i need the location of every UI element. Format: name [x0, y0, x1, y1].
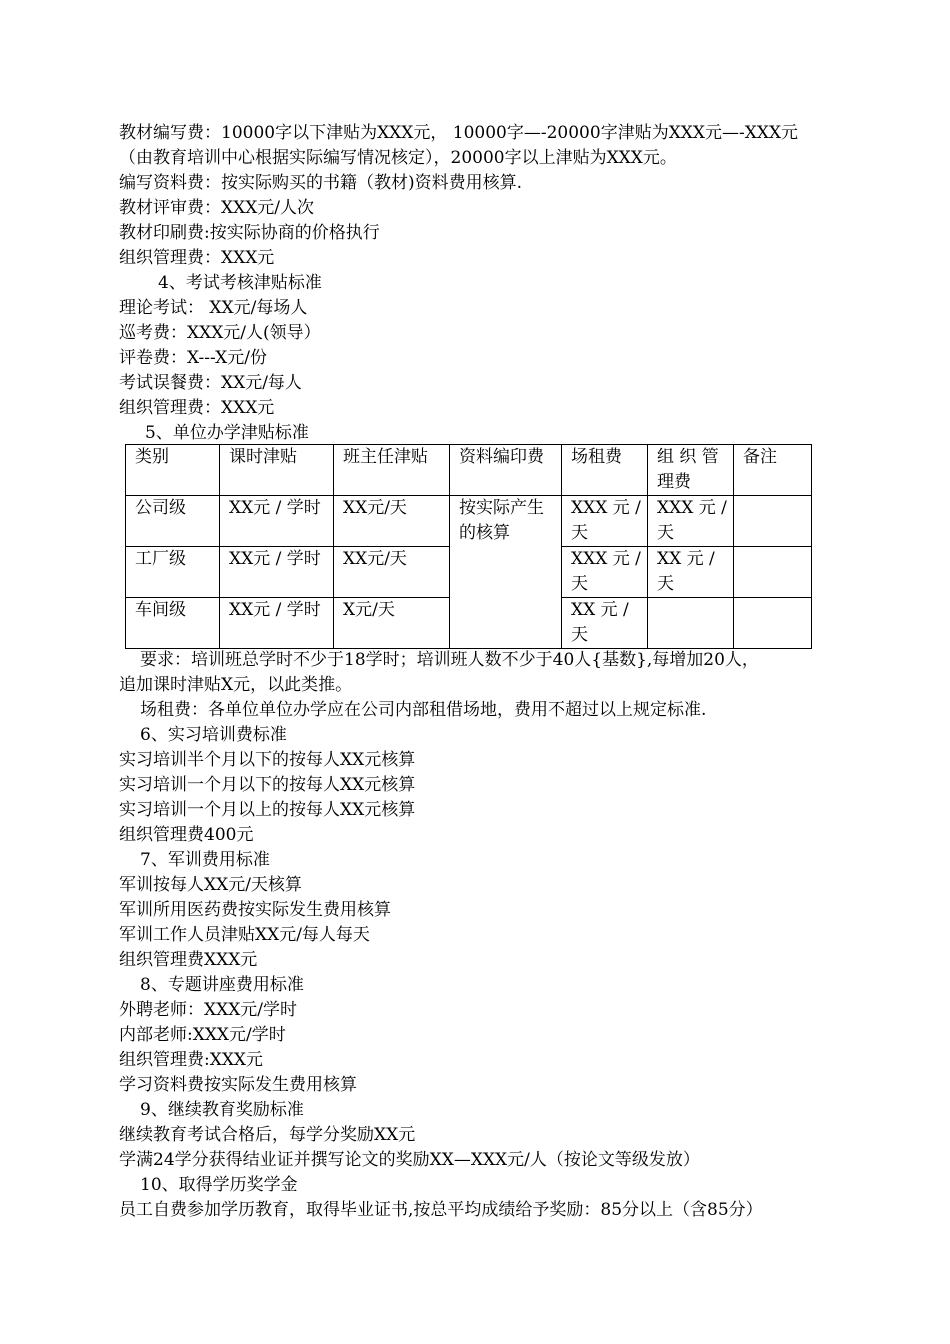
table-header-cell: 课时津贴	[220, 445, 334, 496]
text-line: 理论考试： XX元/每场人	[119, 298, 308, 318]
text-line: 员工自费参加学历教育，取得毕业证书,按总平均成绩给予奖励：85分以上（含85分）	[119, 1200, 763, 1220]
text-line: 编写资料费：按实际购买的书籍（教材)资料费用核算.	[119, 173, 523, 193]
text-line: 学满24学分获得结业证并撰写论文的奖励XX—XXX元/人（按论文等级发放）	[119, 1150, 700, 1170]
table-cell: XXX 元 / 天	[562, 496, 648, 547]
text-line: 追加课时津贴X元，以此类推。	[119, 675, 353, 695]
text-line: 组织管理费:XXX元	[119, 1050, 264, 1070]
table-header-cell: 组 织 管 理费	[648, 445, 734, 496]
section-heading: 10、取得学历奖学金	[140, 1175, 298, 1195]
table-cell: XXX 元 / 天	[648, 496, 734, 547]
text-line: 组织管理费400元	[119, 825, 254, 845]
table-cell: XX元/天	[334, 496, 450, 547]
text-line: 军训所用医药费按实际发生费用核算	[119, 900, 391, 920]
text-line: 评卷费：X---X元/份	[119, 348, 267, 368]
text-line: 学习资料费按实际发生费用核算	[119, 1075, 357, 1095]
section-heading: 4、考试考核津贴标准	[158, 273, 322, 293]
text-line: 实习培训一个月以下的按每人XX元核算	[119, 775, 416, 795]
table-cell: XX元/天	[334, 547, 450, 598]
text-line: 教材印刷费:按实际协商的价格执行	[119, 223, 380, 243]
text-line: 内部老师:XXX元/学时	[119, 1025, 286, 1045]
text-line: 组织管理费XXX元	[119, 950, 258, 970]
table-row	[126, 496, 812, 547]
table-cell: 车间级	[126, 598, 220, 649]
text-line: （由教育培训中心根据实际编写情况核定），20000字以上津贴为XXX元。	[119, 148, 677, 168]
table-cell: 公司级	[126, 496, 220, 547]
text-line: 场租费：各单位单位办学应在公司内部租借场地，费用不超过以上规定标准.	[140, 700, 707, 720]
section-heading: 9、继续教育奖励标准	[140, 1100, 304, 1120]
text-line: 军训按每人XX元/天核算	[119, 875, 302, 895]
table-header-cell: 场租费	[562, 445, 648, 496]
table-cell: XX元 / 学时	[220, 496, 334, 547]
text-line: 组织管理费：XXX元	[119, 398, 275, 418]
table-header-cell: 类别	[126, 445, 220, 496]
allowance-table	[125, 444, 812, 649]
table-cell: XX元 / 学时	[220, 547, 334, 598]
table-header-row	[126, 445, 812, 496]
text-line: 继续教育考试合格后，每学分奖励XX元	[119, 1125, 416, 1145]
text-line: 组织管理费：XXX元	[119, 248, 275, 268]
table-cell	[734, 598, 812, 649]
text-line: 外聘老师：XXX元/学时	[119, 1000, 298, 1020]
table-cell: X元/天	[334, 598, 450, 649]
text-line: 考试误餐费：XX元/每人	[119, 373, 302, 393]
text-line: 教材编写费：10000字以下津贴为XXX元， 10000字—-20000字津贴为XXX元—-XXX元	[119, 123, 799, 143]
table-cell	[734, 547, 812, 598]
text-line: 实习培训一个月以上的按每人XX元核算	[119, 800, 416, 820]
table-header-cell: 班主任津贴	[334, 445, 450, 496]
table-cell-merged: 按实际产生的核算	[450, 496, 562, 649]
table-cell: 工厂级	[126, 547, 220, 598]
text-line: 巡考费：XXX元/人(领导）	[119, 323, 321, 343]
table-cell	[648, 598, 734, 649]
table-cell: XXX 元 / 天	[562, 547, 648, 598]
text-line: 军训工作人员津贴XX元/每人每天	[119, 925, 370, 945]
table-cell: XX 元 / 天	[648, 547, 734, 598]
section-heading: 6、实习培训费标准	[140, 725, 287, 745]
table-header-cell: 备注	[734, 445, 812, 496]
text-line: 实习培训半个月以下的按每人XX元核算	[119, 750, 416, 770]
text-line: 要求：培训班总学时不少于18学时；培训班人数不少于40人{基数},每增加20人，	[140, 650, 759, 670]
text-line: 教材评审费：XXX元/人次	[119, 198, 315, 218]
table-cell: XX 元 / 天	[562, 598, 648, 649]
section-heading: 5、单位办学津贴标准	[145, 423, 309, 443]
section-heading: 7、军训费用标准	[140, 850, 270, 870]
table-header-cell: 资料编印费	[450, 445, 562, 496]
table-cell	[734, 496, 812, 547]
section-heading: 8、专题讲座费用标准	[140, 975, 304, 995]
table-cell: XX元 / 学时	[220, 598, 334, 649]
